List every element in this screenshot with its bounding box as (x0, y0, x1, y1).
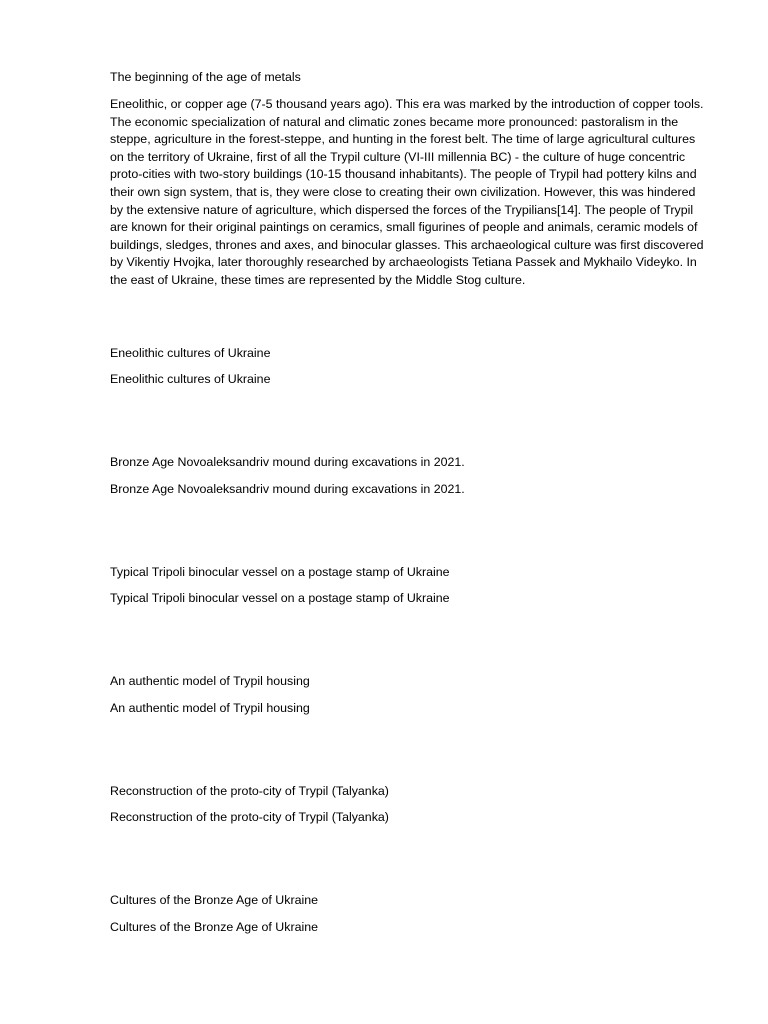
document-heading: The beginning of the age of metals (110, 70, 301, 84)
caption-line: Bronze Age Novoaleksandriv mound during excavations in 2021. (110, 455, 465, 469)
caption-line: An authentic model of Trypil housing (110, 701, 310, 715)
body-paragraph: Eneolithic, or copper age (7-5 thousand years ago). This era was marked by the introduction of copper tools. The economic specialization of natural and climatic zones became more pronounced: pastoralism in the steppe, agriculture in the forest-steppe, and hunting in the forest belt. The time of large agricultural cultures on the territory of Ukraine, first of all the Trypil culture (VI-III millennia BC) - the culture of huge concentric proto-cities with two-story buildings (10-15 thousand inhabitants). The people of Trypil had pottery kilns and their own sign system, that is, they were close to creating their own civilization. However, this was hindered by the extensive nature of agriculture, which dispersed the forces of the Trypilians[14]. The people of Trypil are known for their original paintings on ceramics, small figurines of people and animals, ceramic models of buildings, sledges, thrones and axes, and binocular glasses. This archaeological culture was first discovered by Vikentiy Hvojka, later thoroughly researched by archaeologists Tetiana Passek and Mykhailo Videyko. In the east of Ukraine, these times are represented by the Middle Stog culture. (110, 97, 704, 287)
caption-line: Reconstruction of the proto-city of Trypil (Talyanka) (110, 784, 389, 798)
caption-line: Cultures of the Bronze Age of Ukraine (110, 893, 319, 907)
caption-line: Typical Tripoli binocular vessel on a postage stamp of Ukraine (110, 591, 450, 605)
caption-line: Typical Tripoli binocular vessel on a postage stamp of Ukraine (110, 565, 450, 579)
caption-line: Cultures of the Bronze Age of Ukraine (110, 920, 319, 934)
caption-line: Bronze Age Novoaleksandriv mound during excavations in 2021. (110, 482, 465, 496)
caption-line: Eneolithic cultures of Ukraine (110, 346, 271, 360)
caption-line: Reconstruction of the proto-city of Trypil (Talyanka) (110, 810, 389, 824)
caption-line: Eneolithic cultures of Ukraine (110, 372, 271, 386)
caption-line: An authentic model of Trypil housing (110, 674, 310, 688)
